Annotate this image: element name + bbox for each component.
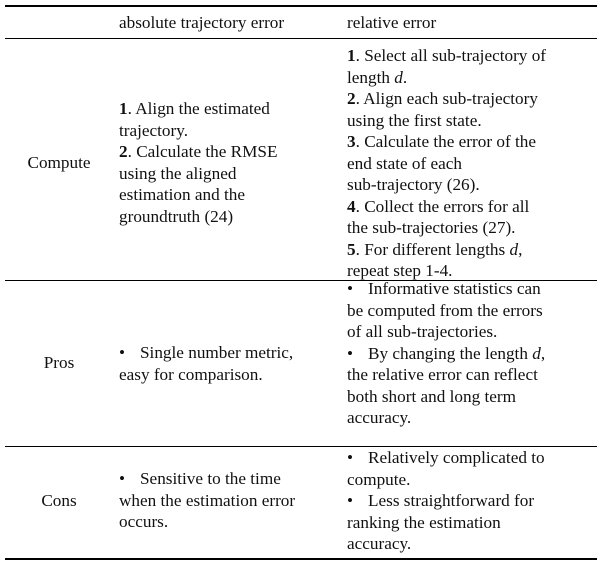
- row-label-compute: Compute: [27, 153, 91, 172]
- compute-rel-step5-line2: repeat step 1-4.: [347, 261, 453, 280]
- cons-relative-cell: [347, 447, 593, 555]
- bullet-icon: •: [347, 448, 354, 467]
- compute-abs-step1-line2: trajectory.: [119, 120, 189, 140]
- pros-relative-cell: [347, 278, 593, 429]
- pros-rel-bullet1-line2: be computed from the errors: [347, 300, 543, 320]
- cons-abs-line2: when the estimation error: [119, 490, 296, 510]
- header-rule: [5, 38, 597, 39]
- compute-abs-step2-line3: estimation and the: [119, 185, 246, 204]
- compute-abs-step2-line1: 2. Calculate the RMSE: [119, 142, 278, 161]
- compute-rel-step2-line1: 2. Align each sub-trajectory: [347, 89, 538, 108]
- compute-rel-step2-line2: using the first state.: [347, 110, 482, 130]
- compute-rel-step4-line2: the sub-trajectories (27).: [347, 218, 516, 237]
- compute-rel-step3-line1: 3. Calculate the error of the: [347, 132, 536, 151]
- cons-abs-line3: occurs.: [119, 512, 169, 531]
- compute-abs-step1-line1: 1. Align the estimated: [119, 99, 270, 118]
- pros-absolute-cell: [119, 342, 333, 385]
- bullet-icon: •: [347, 279, 354, 298]
- compute-rel-step1-line1: 1. Select all sub-trajectory of: [347, 46, 547, 65]
- cons-rel-bullet2-line3: accuracy.: [347, 534, 412, 553]
- cons-rel-bullet2-line1: • Less straightforward for: [347, 491, 535, 510]
- cons-abs-line1: • Sensitive to the time: [119, 469, 281, 488]
- table-top-rule: [5, 5, 597, 7]
- row-label-cons: Cons: [41, 491, 77, 510]
- comparison-table: [5, 0, 597, 566]
- header-relative-error: relative error: [347, 13, 437, 32]
- compute-rel-step3-line2: end state of each: [347, 153, 463, 173]
- compute-abs-step2-line4: groundtruth (24): [119, 206, 234, 226]
- compute-absolute-cell: [119, 98, 333, 227]
- pros-rel-bullet2-line4: accuracy.: [347, 408, 412, 427]
- compute-rel-step4-line1: 4. Collect the errors for all: [347, 196, 530, 216]
- compute-abs-step2-line2: using the aligned: [119, 163, 237, 183]
- bullet-icon: •: [119, 469, 126, 488]
- compute-relative-cell: [347, 45, 593, 282]
- pros-rel-bullet2-line1: • By changing the length d,: [347, 343, 546, 363]
- cons-rel-bullet2-line2: ranking the estimation: [347, 512, 501, 532]
- header-absolute-trajectory-error: absolute trajectory error: [119, 13, 285, 32]
- bullet-icon: •: [119, 343, 126, 362]
- cons-absolute-cell: [119, 468, 333, 533]
- compute-rel-step3-line3: sub-trajectory (26).: [347, 175, 480, 194]
- compute-rel-step5-line1: 5. For different lengths d,: [347, 239, 523, 259]
- row-label-pros: Pros: [43, 353, 75, 372]
- pros-abs-line2: easy for comparison.: [119, 364, 263, 384]
- table-bottom-rule: [5, 558, 597, 560]
- pros-abs-line1: • Single number metric,: [119, 343, 294, 362]
- bullet-icon: •: [347, 491, 354, 510]
- pros-rel-bullet2-line2: the relative error can reflect: [347, 365, 538, 384]
- cons-rel-bullet1-line2: compute.: [347, 469, 411, 489]
- cons-rel-bullet1-line1: • Relatively complicated to: [347, 448, 545, 467]
- pros-rel-bullet1-line3: of all sub-trajectories.: [347, 322, 498, 341]
- pros-rel-bullet1-line1: • Informative statistics can: [347, 279, 541, 298]
- pros-rel-bullet2-line3: both short and long term: [347, 386, 516, 406]
- bullet-icon: •: [347, 343, 354, 363]
- compute-rel-step1-line2: length d.: [347, 67, 408, 87]
